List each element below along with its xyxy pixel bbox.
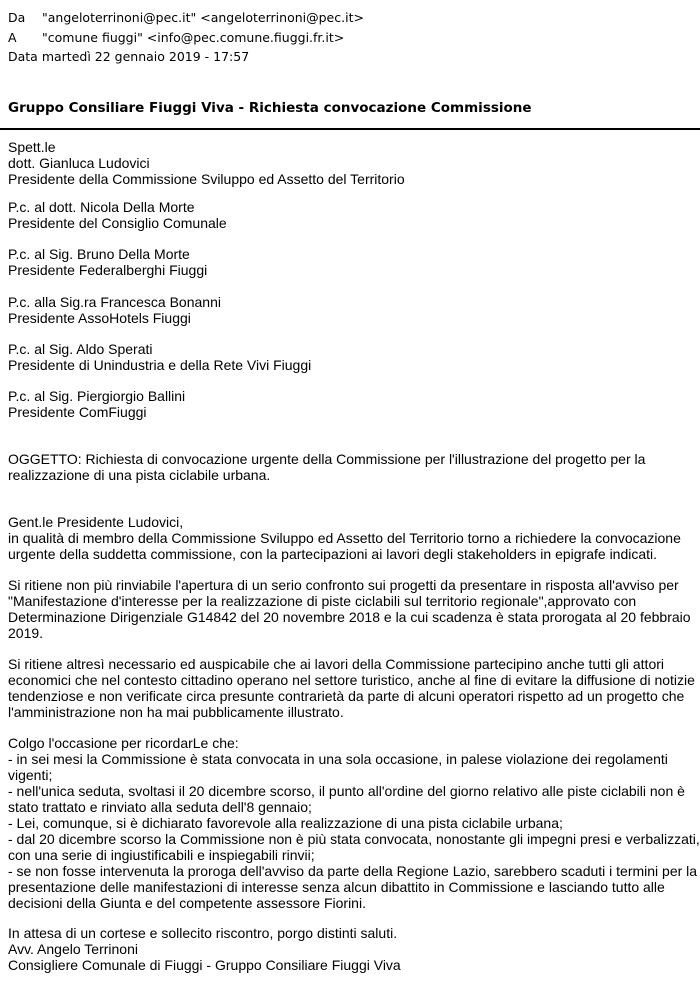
paragraph-line: presentazione delle manifestazioni di interesse senza alcun dibattito in Commissione e lasciando tutto alle <box>8 879 665 895</box>
subject-divider <box>0 128 700 130</box>
paragraph-line: "Manifestazione d'interesse per la realizzazione di piste ciclabili sul territorio regionale",approvato con <box>8 593 637 609</box>
to-value: "comune fiuggi" <info@pec.comune.fiuggi.fr.it> <box>42 30 345 45</box>
paragraph-line: tendenziose e non verificate circa presunte contrarietà da parte di alcuni operatori rispetto ad un progetto che <box>8 688 685 704</box>
paragraph-line: in qualità di membro della Commissione Sviluppo ed Assetto del Territorio torno a richiedere la convocazione <box>8 530 681 546</box>
header-date-row <box>8 49 249 65</box>
oggetto-line: realizzazione di una pista ciclabile urbana. <box>8 467 271 483</box>
paragraph-line: l'amministrazione non ha mai pubblicamente illustrato. <box>8 704 344 720</box>
recipient-line: P.c. al Sig. Bruno Della Morte <box>8 246 190 262</box>
oggetto-line: OGGETTO: Richiesta di convocazione urgente della Commissione per l'illustrazione del progetto per la <box>8 451 646 467</box>
paragraph-line: Colgo l'occasione per ricordarLe che: <box>8 735 239 751</box>
paragraph-line: - Lei, comunque, si è dichiarato favorevole alla realizzazione di una pista ciclabile urbana; <box>8 815 563 831</box>
paragraph-line: 2019. <box>8 625 44 641</box>
paragraph-line: economici che nel contesto cittadino operano nel settore turistico, anche al fine di evitare la diffusione di notizie <box>8 672 695 688</box>
recipient-line: Presidente AssoHotels Fiuggi <box>8 310 191 326</box>
recipient-line: Presidente ComFiuggi <box>8 404 147 420</box>
paragraph-line: urgente della suddetta commissione, con la partecipazioni ai lavori degli stakeholders in epigrafe indicati. <box>8 546 658 562</box>
from-value: "angeloterrinoni@pec.it" <angeloterrinoni@pec.it> <box>42 10 364 25</box>
from-label: Da <box>8 10 26 25</box>
paragraph-line: con una serie di ingiustificabili e inspiegabili rinvii; <box>8 847 315 863</box>
recipient-line: Presidente Federalberghi Fiuggi <box>8 262 208 278</box>
paragraph-line: vigenti; <box>8 767 53 783</box>
paragraph-line: Gent.le Presidente Ludovici, <box>8 514 184 530</box>
recipient-block-4 <box>8 341 696 373</box>
paragraph-line: Determinazione Dirigenziale G14842 del 20 novembre 2018 e la cui scadenza è stata prorogata al 20 febbraio <box>8 609 691 625</box>
signature-title: Consigliere Comunale di Fiuggi - Gruppo Consiliare Fiuggi Viva <box>8 957 401 973</box>
recipient-line: dott. Gianluca Ludovici <box>8 155 150 171</box>
recipient-block-3 <box>8 294 696 326</box>
paragraph-line: - dal 20 dicembre scorso la Commissione non è più stata convocata, nonostante gli impegni presi e verbalizzati, <box>8 831 700 847</box>
recipient-line: P.c. al Sig. Piergiorgio Ballini <box>8 388 186 404</box>
recipient-line: P.c. al Sig. Aldo Sperati <box>8 341 153 357</box>
recipient-line: Presidente del Consiglio Comunale <box>8 215 227 231</box>
recipient-line: Presidente di Unindustria e della Rete Vivi Fiuggi <box>8 357 312 373</box>
recipient-block-1 <box>8 199 696 231</box>
paragraph-line: In attesa di un cortese e sollecito riscontro, porgo distinti saluti. <box>8 925 398 941</box>
paragraph-line: stato trattato e rinviato alla seduta dell'8 gennaio; <box>8 799 312 815</box>
paragraph-line: - in sei mesi la Commissione è stata convocata in una sola occasione, in palese violazione dei regolamenti <box>8 751 668 767</box>
paragraph-urgency <box>8 577 696 641</box>
paragraph-line: - nell'unica seduta, svoltasi il 20 dicembre scorso, il punto all'ordine del giorno relativo alle piste ciclabili non è <box>8 783 685 799</box>
paragraph-greeting <box>8 514 696 562</box>
recipient-block-2 <box>8 246 696 278</box>
recipient-line: P.c. alla Sig.ra Francesca Bonanni <box>8 294 221 310</box>
paragraph-line: - se non fosse intervenuta la proroga dell'avviso da parte della Regione Lazio, sarebbero scaduti i termini per la <box>8 863 698 879</box>
oggetto-block <box>8 451 696 483</box>
recipient-line: Spett.le <box>8 139 56 155</box>
paragraph-closing <box>8 925 696 973</box>
recipient-block-5 <box>8 388 696 420</box>
recipient-block-0 <box>8 139 696 187</box>
header-from-row <box>8 10 364 26</box>
header-to-row <box>8 30 344 46</box>
recipient-line: P.c. al dott. Nicola Della Morte <box>8 199 195 215</box>
date-value: Data martedì 22 gennaio 2019 - 17:57 <box>8 49 250 64</box>
paragraph-line: Si ritiene non più rinviabile l'apertura di un serio confronto sui progetti da presentare in risposta all'avviso per <box>8 577 679 593</box>
paragraph-reminders <box>8 735 700 911</box>
signature-name: Avv. Angelo Terrinoni <box>8 941 138 957</box>
paragraph-stakeholders <box>8 656 696 720</box>
paragraph-line: Si ritiene altresì necessario ed auspicabile che ai lavori della Commissione partecipino anche tutti gli attori <box>8 656 665 672</box>
to-label: A <box>8 30 17 45</box>
recipient-line: Presidente della Commissione Sviluppo ed Assetto del Territorio <box>8 171 405 187</box>
paragraph-line: decisioni della Giunta e del competente assessore Fiorini. <box>8 895 366 911</box>
email-subject: Gruppo Consiliare Fiuggi Viva - Richiesta convocazione Commissione <box>8 100 532 116</box>
